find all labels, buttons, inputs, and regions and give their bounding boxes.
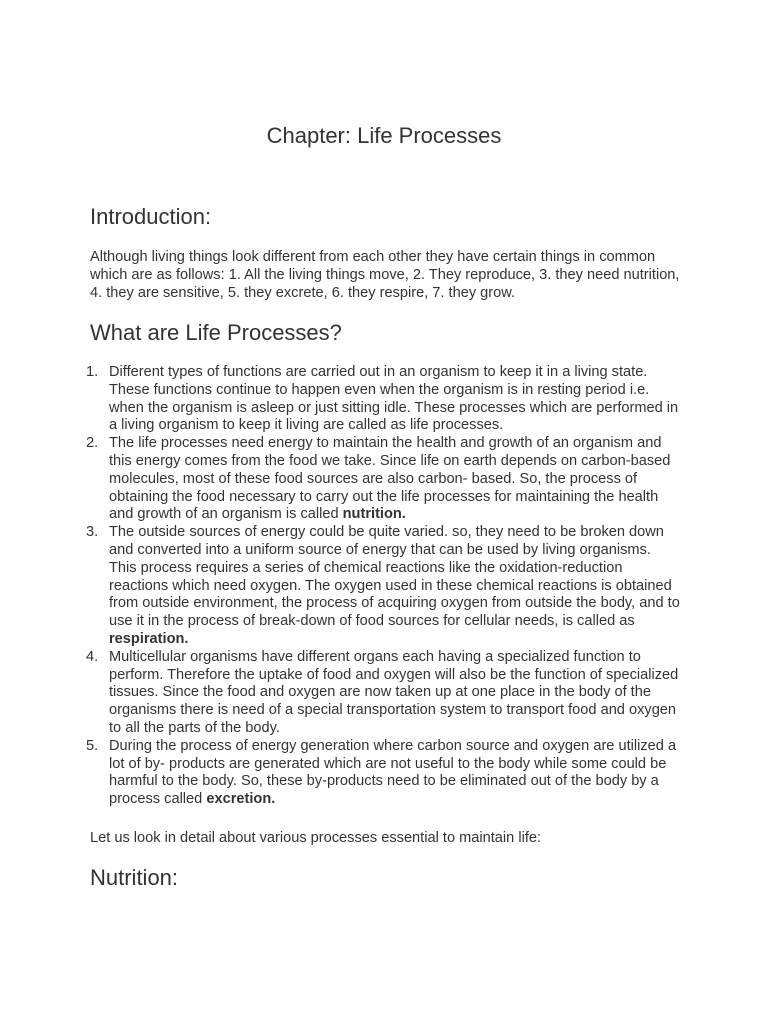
list-item	[80, 524, 680, 649]
list-item-number: 4.	[86, 648, 99, 665]
list-item-text: The life processes need energy to maintain the health and growth of an organism and this energy comes from the food we take. Since life on earth depends on carbon-based molecules, most of these food sources are also carbon- based. So, the process of obtaining the food necessary to carry out the life processes for maintaining the health and growth of an organism is called	[109, 435, 671, 523]
list-item-bold-term: excretion.	[206, 791, 276, 808]
introduction-heading: Introduction:	[90, 204, 212, 229]
list-item-bold-term: nutrition.	[342, 506, 406, 523]
introduction-paragraph: Although living things look different from each other they have certain things in common which are as follows: 1. All the living things move, 2. They reproduce, 3. they need nutrition, 4. they are sensitive, 5. they excrete, 6. they respire, 7. they grow.	[90, 249, 680, 301]
list-item-number: 2.	[86, 435, 99, 452]
list-item	[80, 738, 680, 809]
list-item-number: 1.	[86, 364, 99, 380]
list-item-number: 5.	[86, 737, 99, 754]
page-title: Chapter: Life Processes	[266, 123, 502, 148]
list-item	[80, 364, 680, 435]
list-item-text: The outside sources of energy could be quite varied. so, they need to be broken down and converted into a uniform source of energy that can be used by living organisms. This process requires a series of chemical reactions like the oxidation-reduction reactions which need oxygen. The oxygen used in these chemical reactions is obtained from outside environment, the process of acquiring oxygen from outside the body, and to use it in the process of break-down of food sources for cellular needs, is called as	[109, 524, 680, 630]
list-item-text: Different types of functions are carried out in an organism to keep it in a living state. These functions continue to happen even when the organism is in resting period i.e. when the organism is asleep or just sitting idle. These processes which are performed in a living organism to keep it living are called as life processes.	[109, 364, 679, 434]
list-item-text: During the process of energy generation where carbon source and oxygen are utilized a lot of by- products are generated which are not useful to the body while some could be harmful to the body. So, these by-products need to be eliminated out of the body by a process called	[109, 737, 677, 808]
list-item	[80, 435, 680, 524]
list-item-bold-term: respiration.	[109, 630, 189, 647]
closing-paragraph: Let us look in detail about various processes essential to maintain life:	[90, 830, 542, 846]
life-processes-heading: What are Life Processes?	[90, 320, 342, 345]
list-item	[80, 649, 680, 738]
list-item-number: 3.	[86, 524, 99, 541]
list-item-text: Multicellular organisms have different organs each having a specialized function to perform. Therefore the uptake of food and oxygen will also be the function of specialized tissues. Since the food and oxygen are now taken up at one place in the body of the organisms there is need of a special transportation system to transport food and oxygen to all the parts of the body.	[109, 648, 679, 736]
life-processes-list	[80, 364, 680, 809]
nutrition-heading: Nutrition:	[90, 865, 179, 890]
